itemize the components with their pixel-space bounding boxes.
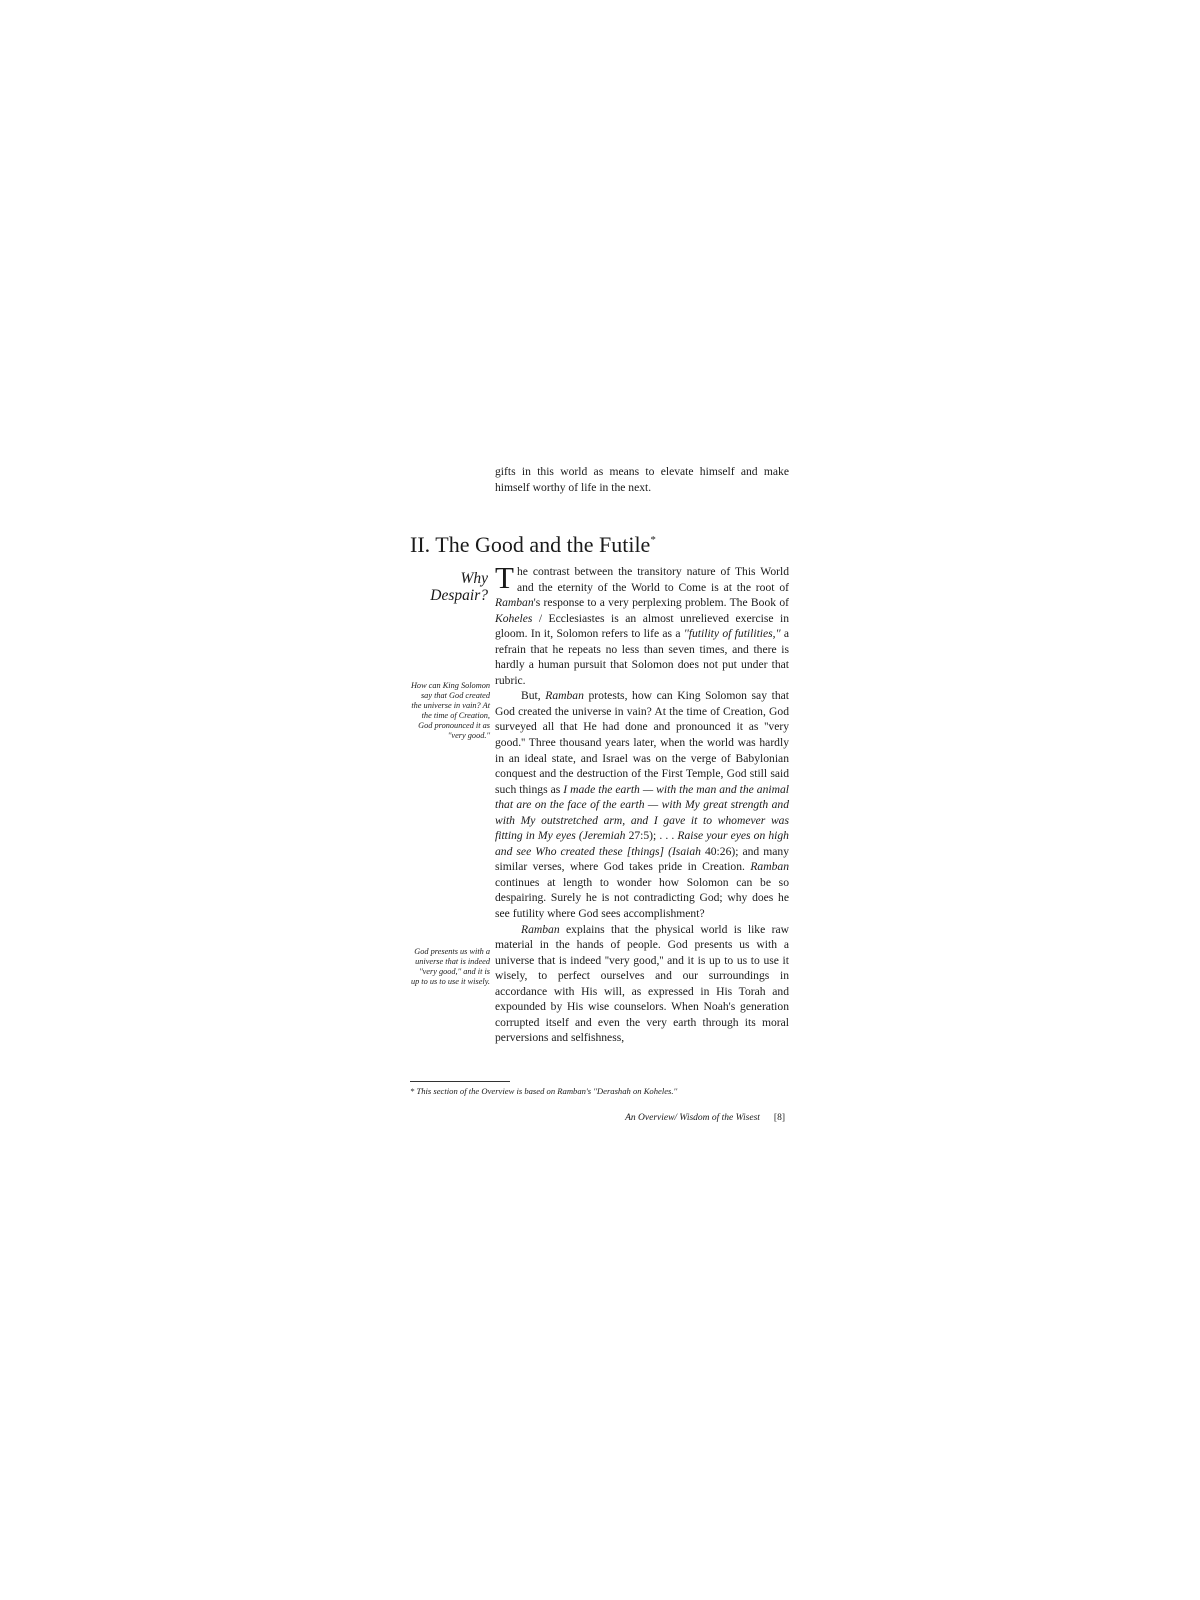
paragraph-2: But, Ramban protests, how can King Solomon say that God created the universe in vain? At the time of Creation, God surveyed all that He had done and pronounced it as ''very good.'' Three thousand years later, when the world was hardly in an ideal state, and Israel was on the verge of Babylonian conquest and the destruction of the First Temple, God still said such things as I made the earth — with the man and the animal that are on the face of the earth — with My great strength and with My outstretched arm, and I gave it to whomever was fitting in My eyes (Jeremiah 27:5); . . . Raise your eyes on high and see Who created these [things] (Isaiah 40:26); and many similar verses, where God takes pride in Creation. Ramban continues at length to wonder how Solomon can be so despairing. Surely he is not contradicting God; why does he see futility where God sees accomplishment?: [495, 689, 790, 921]
footnote-rule: [410, 1081, 510, 1082]
continuation-paragraph: [495, 464, 789, 495]
drop-cap: T: [495, 560, 514, 595]
page-number: [8]: [773, 1113, 785, 1123]
footnote-marker: *: [650, 534, 656, 546]
paragraph-3: Ramban explains that the physical world is like raw material in the hands of people. God presents us with a universe that is indeed ''very good,'' and it is up to us to use it wisely, to perfect ourselves and our surroundings in accordance with His will, as expressed in His Torah and expounded by His wise counselors. When Noah's generation corrupted itself and even the very earth through its moral perversions and selfishness,: [495, 922, 789, 1045]
section-heading: [410, 526, 810, 559]
side-note-1: How can King Solomon say that God created the universe in vain? At the time of Creation, God pronounced it as ''very good.'': [410, 681, 490, 741]
side-heading: [410, 570, 488, 604]
continuation-text: gifts in this world as means to elevate himself and make himself worthy of life in the next.: [495, 465, 789, 494]
side-note-2: God presents us with a universe that is indeed ''very good,'' and it is up to us to use it wisely.: [410, 947, 490, 987]
side-heading-line2: Despair?: [430, 587, 488, 604]
running-footer: [540, 1112, 785, 1124]
footnote: * This section of the Overview is based on Ramban's ''Derashah on Koheles.'': [410, 1086, 678, 1096]
section-title: II. The Good and the Futile: [410, 532, 651, 557]
paragraph-1: The contrast between the transitory nature of This World and the eternity of the World to Come is at the root of Ramban's response to a very perplexing problem. The Book of Koheles / Ecclesiastes is an almost unrelieved exercise in gloom. In it, Solomon refers to life as a ''futility of futilities,'' a refrain that he repeats no less than seven times, and there is hardly a human pursuit that Solomon does not put under that rubric.: [495, 560, 789, 687]
side-heading-line1: Why: [460, 570, 488, 587]
running-title: An Overview/ Wisdom of the Wisest: [625, 1113, 760, 1123]
body-text: [495, 560, 790, 1046]
